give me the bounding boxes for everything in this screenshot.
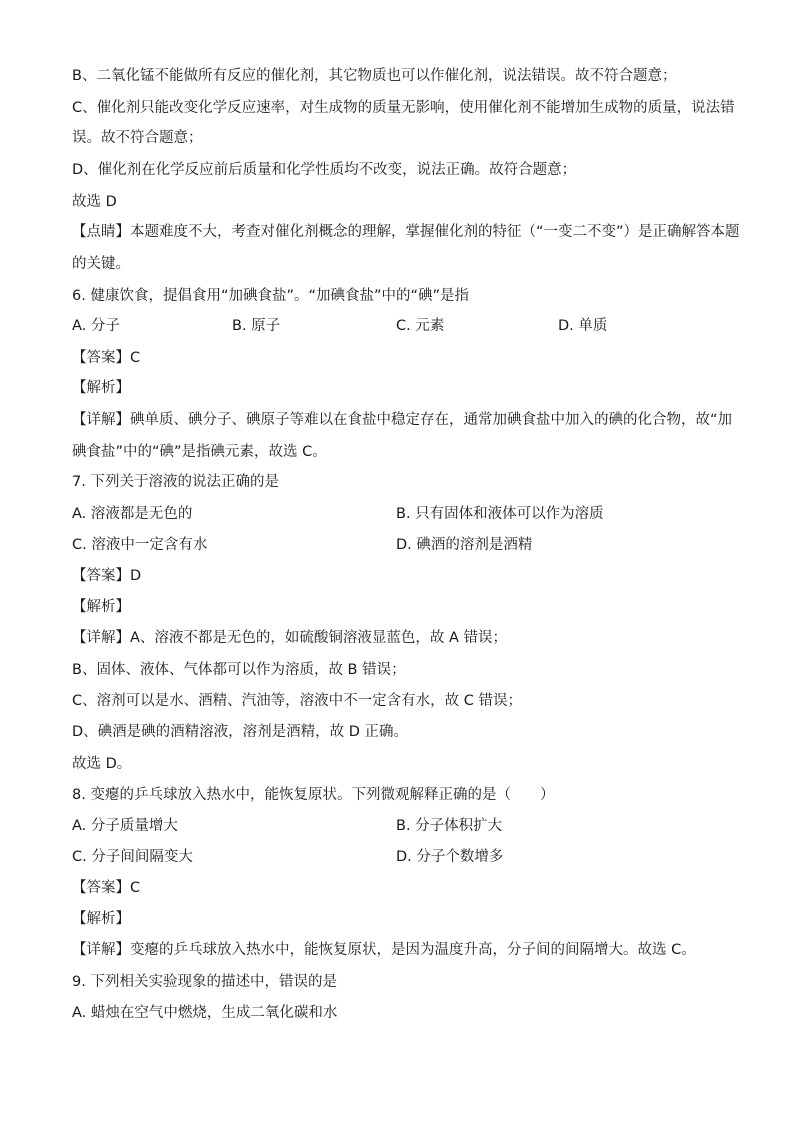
text-line: B、二氧化锰不能做所有反应的催化剂，其它物质也可以作催化剂，说法错误。故不符合题意； — [72, 68, 677, 84]
q7-option-b: B. 只有固体和液体可以作为溶质 — [396, 506, 604, 522]
tip-line: 的关键。 — [72, 256, 130, 272]
q8-option-b: B. 分子体积扩大 — [396, 818, 503, 834]
q7-option-a: A. 溶液都是无色的 — [72, 506, 193, 522]
q6-option-c: C. 元素 — [396, 318, 445, 334]
question-8-stem: 8. 变瘪的乒乓球放入热水中，能恢复原状。下列微观解释正确的是（ ） — [72, 787, 555, 803]
text-line: C、催化剂只能改变化学反应速率，对生成物的质量无影响，使用催化剂不能增加生成物的质量，说法错 — [72, 100, 735, 116]
text-line: D、催化剂在化学反应前后质量和化学性质均不改变，说法正确。故符合题意； — [72, 162, 577, 178]
question-6-stem: 6. 健康饮食，提倡食用“加碘食盐”。“加碘食盐”中的“碘”是指 — [72, 288, 470, 304]
q7-analysis: 【解析】 — [72, 599, 130, 615]
q8-analysis: 【解析】 — [72, 911, 130, 927]
q7-option-c: C. 溶液中一定含有水 — [72, 537, 208, 553]
q7-detail: C、溶剂可以是水、酒精、汽油等，溶液中不一定含有水，故 C 错误； — [72, 693, 522, 709]
q7-detail: 【详解】A、溶液不都是无色的，如硫酸铜溶液显蓝色，故 A 错误； — [72, 630, 508, 646]
q6-answer: 【答案】C — [72, 350, 141, 366]
q6-option-d: D. 单质 — [558, 318, 608, 334]
q7-answer: 【答案】D — [72, 568, 142, 584]
tip-line: 【点睛】本题难度不大，考查对催化剂概念的理解，掌握催化剂的特征（“一变二不变”）是正确解答本题 — [72, 224, 740, 240]
q6-analysis: 【解析】 — [72, 380, 130, 396]
q7-detail: D、碘酒是碘的酒精溶液，溶剂是酒精，故 D 正确。 — [72, 724, 409, 740]
q6-detail: 【详解】碘单质、碘分子、碘原子等难以在食盐中稳定存在，通常加碘食盐中加入的碘的化合物，故“加 — [72, 412, 733, 428]
question-9-stem: 9. 下列相关实验现象的描述中，错误的是 — [72, 974, 337, 990]
q8-option-c: C. 分子间间隔变大 — [72, 849, 193, 865]
q7-detail: B、固体、液体、气体都可以作为溶质，故 B 错误； — [72, 662, 406, 678]
text-line: 故选 D — [72, 194, 117, 210]
q6-option-a: A. 分子 — [72, 318, 120, 334]
q8-option-a: A. 分子质量增大 — [72, 818, 178, 834]
text-line: 误。故不符合题意； — [72, 130, 203, 146]
q8-option-d: D. 分子个数增多 — [396, 849, 504, 865]
q8-answer: 【答案】C — [72, 880, 141, 896]
q9-option-a: A. 蜡烛在空气中燃烧，生成二氧化碳和水 — [72, 1005, 338, 1021]
q7-detail: 故选 D。 — [72, 756, 132, 772]
q7-option-d: D. 碘酒的溶剂是酒精 — [396, 537, 533, 553]
q8-detail: 【详解】变瘪的乒乓球放入热水中，能恢复原状，是因为温度升高，分子间的间隔增大。故选 C。 — [72, 942, 696, 958]
question-7-stem: 7. 下列关于溶液的说法正确的是 — [72, 474, 279, 490]
q6-option-b: B. 原子 — [232, 318, 281, 334]
q6-detail: 碘食盐”中的“碘”是指碘元素，故选 C。 — [72, 444, 327, 460]
